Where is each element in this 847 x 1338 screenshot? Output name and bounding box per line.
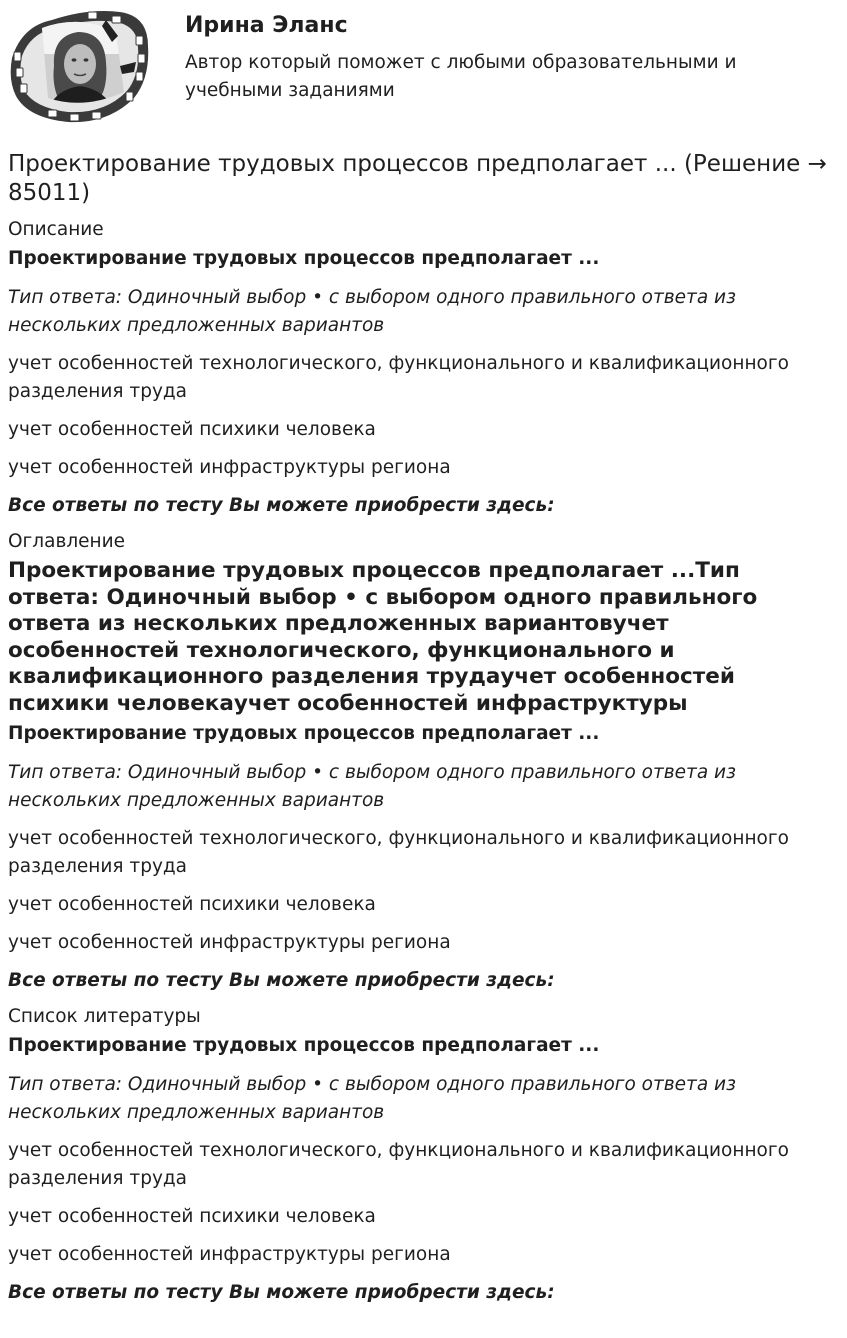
question-title: Проектирование трудовых процессов предполагает ... <box>8 248 600 269</box>
section-label: Список литературы <box>8 1006 201 1027</box>
answer-option: учет особенностей инфраструктуры региона <box>8 932 451 953</box>
answer-option: учет особенностей психики человека <box>8 1206 376 1227</box>
author-description: Автор который поможет с любыми образовательными и учебными заданиями <box>185 52 737 101</box>
section-label: Описание <box>8 219 104 240</box>
answer-type: Тип ответа: Одиночный выбор • с выбором одного правильного ответа из нескольких предложенных вариантов <box>8 1074 736 1123</box>
answer-option: учет особенностей инфраструктуры региона <box>8 1244 451 1265</box>
section-label: Оглавление <box>8 531 126 552</box>
page <box>8 0 838 1307</box>
answer-type: Тип ответа: Одиночный выбор • с выбором одного правильного ответа из нескольких предложенных вариантов <box>8 287 736 336</box>
answer-option: учет особенностей психики человека <box>8 419 376 440</box>
answer-option: учет особенностей технологического, функционального и квалификационного разделения труда <box>8 828 789 877</box>
contents-heading: Проектирование трудовых процессов предполагает ...Тип ответа: Одиночный выбор • с выбором одного правильного ответа из нескольких предложенных вариантовучет особенностей технологического, функционального и квалификационного разделения трудаучет особенностей психики человекаучет особенностей инфраструктуры <box>8 558 758 716</box>
answer-option: учет особенностей психики человека <box>8 894 376 915</box>
page-title: Проектирование трудовых процессов предполагает ... (Решение → 85011) <box>8 151 827 206</box>
contents-section <box>8 530 838 995</box>
answer-option: учет особенностей инфраструктуры региона <box>8 457 451 478</box>
author-block <box>8 0 838 132</box>
question-title: Проектирование трудовых процессов предполагает ... <box>8 1035 600 1056</box>
buy-answers-note: Все ответы по тесту Вы можете приобрести здесь: <box>8 1282 555 1303</box>
answer-option: учет особенностей технологического, функционального и квалификационного разделения труда <box>8 353 789 402</box>
literature-section <box>8 1005 838 1307</box>
question-title: Проектирование трудовых процессов предполагает ... <box>8 723 600 744</box>
answer-type: Тип ответа: Одиночный выбор • с выбором одного правильного ответа из нескольких предложенных вариантов <box>8 762 736 811</box>
author-name: Ирина Эланс <box>185 13 348 38</box>
answer-option: учет особенностей технологического, функционального и квалификационного разделения труда <box>8 1140 789 1189</box>
buy-answers-note: Все ответы по тесту Вы можете приобрести здесь: <box>8 495 555 516</box>
buy-answers-note: Все ответы по тесту Вы можете приобрести здесь: <box>8 970 555 991</box>
film-strip-avatar-icon <box>8 6 152 126</box>
description-section <box>8 218 838 520</box>
